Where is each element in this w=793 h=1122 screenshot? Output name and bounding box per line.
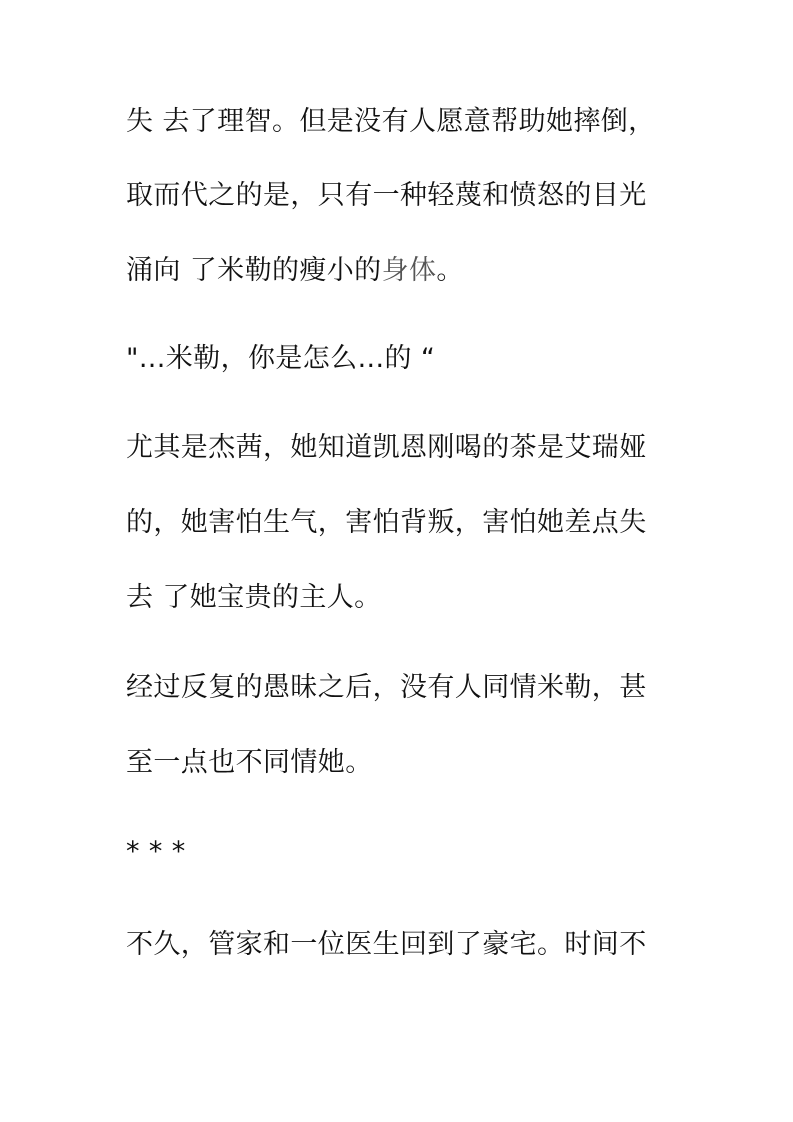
text-line-7: 去 了她宝贵的主人。 [126,582,382,613]
scene-break: * * * [126,836,186,867]
text-line-8: 经过反复的愚昧之后，没有人同情米勒，甚 [126,672,647,703]
text-line-11: 不久，管家和一位医生回到了豪宅。时间不 [126,929,647,960]
text-line-6: 的，她害怕生气，害怕背叛，害怕她差点失 [126,507,647,538]
text-line-2: 取而代之的是，只有一种轻蔑和愤怒的目光 [126,180,647,211]
text-line-1: 失 去了理智。但是没有人愿意帮助她摔倒， [126,106,656,137]
text-line-3-end: 。 [436,255,464,286]
text-line-9: 至一点也不同情她。 [126,747,373,778]
text-line-3-start: 涌向 了米勒的瘦小的 [126,255,382,286]
text-line-4: "...米勒，你是怎么...的 “ [126,343,436,374]
text-line-3-body-word: 身体 [381,255,437,286]
text-line-3 [126,253,696,289]
text-line-5: 尤其是杰茜，她知道凯恩刚喝的茶是艾瑞娅 [126,432,647,463]
